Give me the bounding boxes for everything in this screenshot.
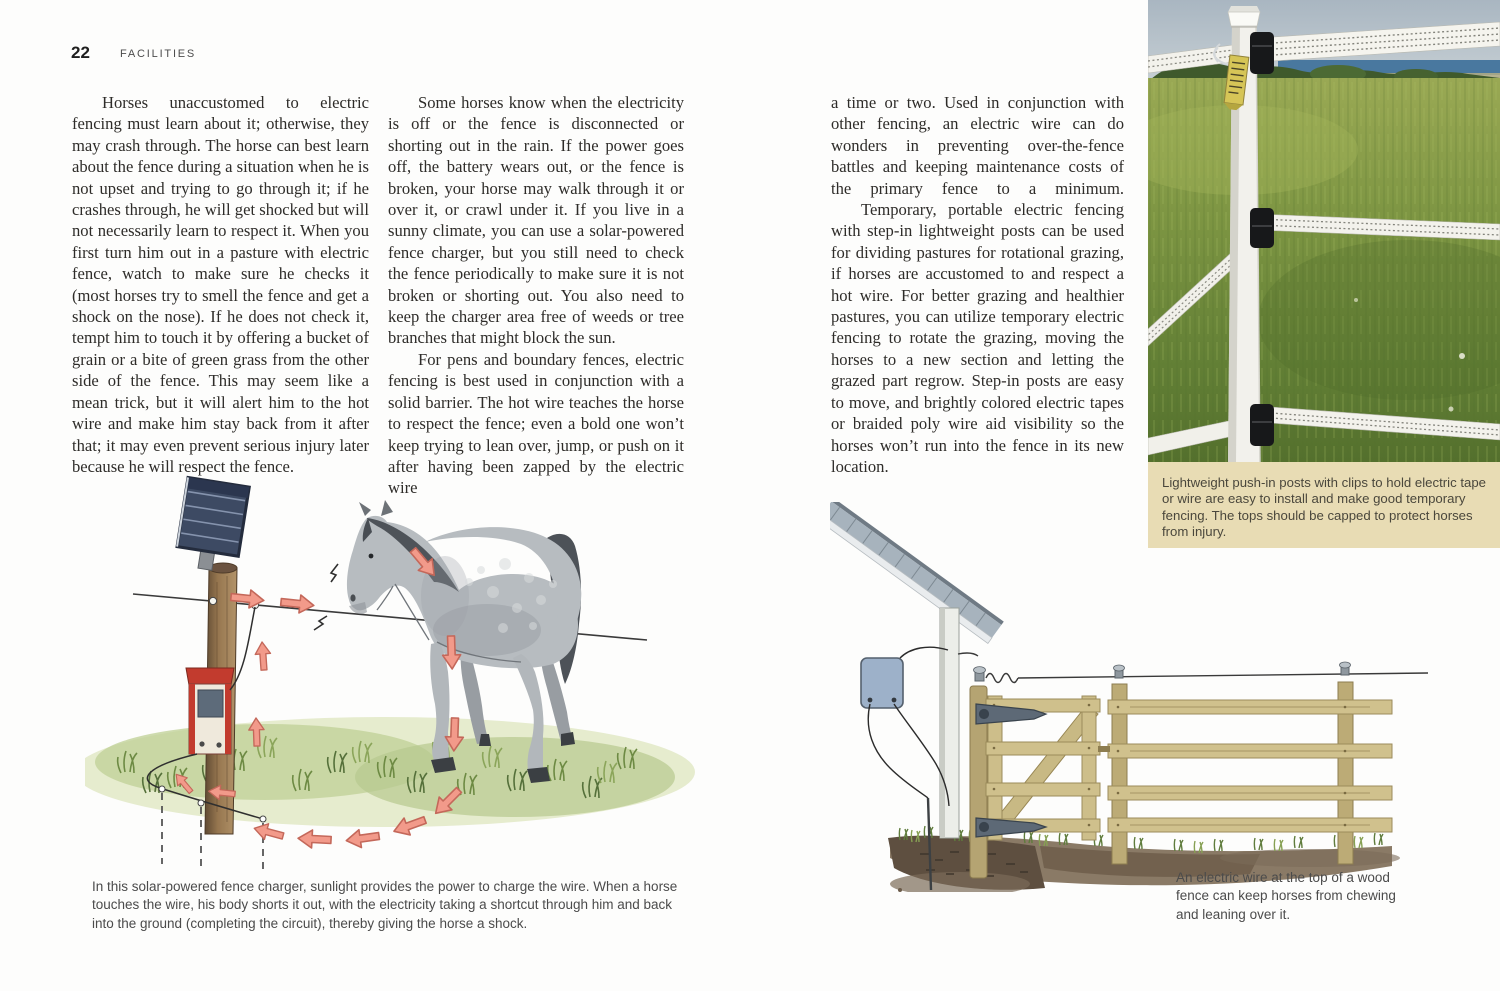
solar-panel [174, 477, 249, 574]
page-number: 22 [71, 43, 90, 62]
insulator-icon [209, 597, 216, 604]
paragraph: Horses unaccustomed to electric fencing must learn about it; otherwise, they may crash through. The horse can best learn about the fence during a situation when he is not upset and trying to go through it; if he crashes through, he will get shocked but will not necessarily learn to respect it. When you first turn him out in a pasture with electric fence, watch to make sure he checks it (most horses try to smell the fence and get a shock on the nose). If he does not check it, tempt him to touch it by offering a bucket of grain or a bite of green grass from the other side of the fence. This may seem like a mean trick, but it will alert him to the hot wire and make him stay back from it after that; it may even prevent serious injury later because he will respect the fence. [72, 93, 369, 476]
paragraph: Temporary, portable electric fencing with step-in lightweight posts can be used for dividing pastures for rotational grazing, if horses are accustomed to and respect a hot wire. For better grazing and healthier pastures, you can utilize temporary electric fencing to rotate the grazing, moving the horses to a new section and letting the grazed part regrow. Step-in posts are easy to move, and brightly colored electric tapes or braided poly wire aid visibility so the horses won’t run into the fence in its new location. [831, 200, 1124, 476]
paragraph: Some horses know when the electricity is off or the fence is disconnected or shorting out in the rain. If the power goes off, the battery wears out, or the fence is broken, your horse may walk through it or over it, or crawl under it. If you live in a sunny climate, you can use a solar-powered fence charger, but you still need to check the fence periodically to make sure it is not broken or shorting out. You also need to keep the charger area free of weeds or tree branches that might block the sun. [388, 93, 684, 348]
shock-spark-icon [314, 564, 338, 630]
electric-wire [958, 653, 1428, 683]
text-column-2 [388, 92, 684, 499]
wood-fence-caption: An electric wire at the top of a wood fence can keep horses from chewing and leaning over it. [1176, 870, 1396, 922]
paragraph: For pens and boundary fences, electric fencing is best used in conjunction with a solid barrier. The hot wire teaches the horse to respect the fence; even a bold one won’t keep trying to lean over, jump, or push on it after having been zapped by the electric wire [388, 349, 684, 498]
electric-fence-photo [1148, 0, 1500, 462]
fence-charger [861, 658, 903, 708]
text-column-1 [72, 92, 369, 477]
section-header: FACILITIES [120, 48, 197, 60]
fence-charger [186, 668, 234, 754]
paragraph: a time or two. Used in conjunction with other fencing, an electric wire can do wonders in preventing over-the-fence battles and keeping maintenance costs of the primary fence to a minimum. [831, 93, 1124, 198]
text-column-3 [831, 92, 1124, 477]
solar-charger-caption: In this solar-powered fence charger, sunlight provides the power to charge the wire. When a horse touches the wire, his body shorts it out, with the electricity taking a shortcut through him and back into the ground (completing the circuit), thereby giving the horse a shock. [92, 879, 678, 931]
photo-caption: Lightweight push-in posts with clips to hold electric tape or wire are easy to install and make good temporary fencing. The tops should be capped to protect horses from injury. [1162, 475, 1487, 540]
grass [85, 717, 695, 827]
wood-fence-illustration [830, 502, 1430, 892]
barn-roof [830, 502, 1004, 643]
solar-charger-illustration [85, 472, 725, 872]
wood-fence [1098, 682, 1392, 864]
barn-post [940, 608, 959, 838]
